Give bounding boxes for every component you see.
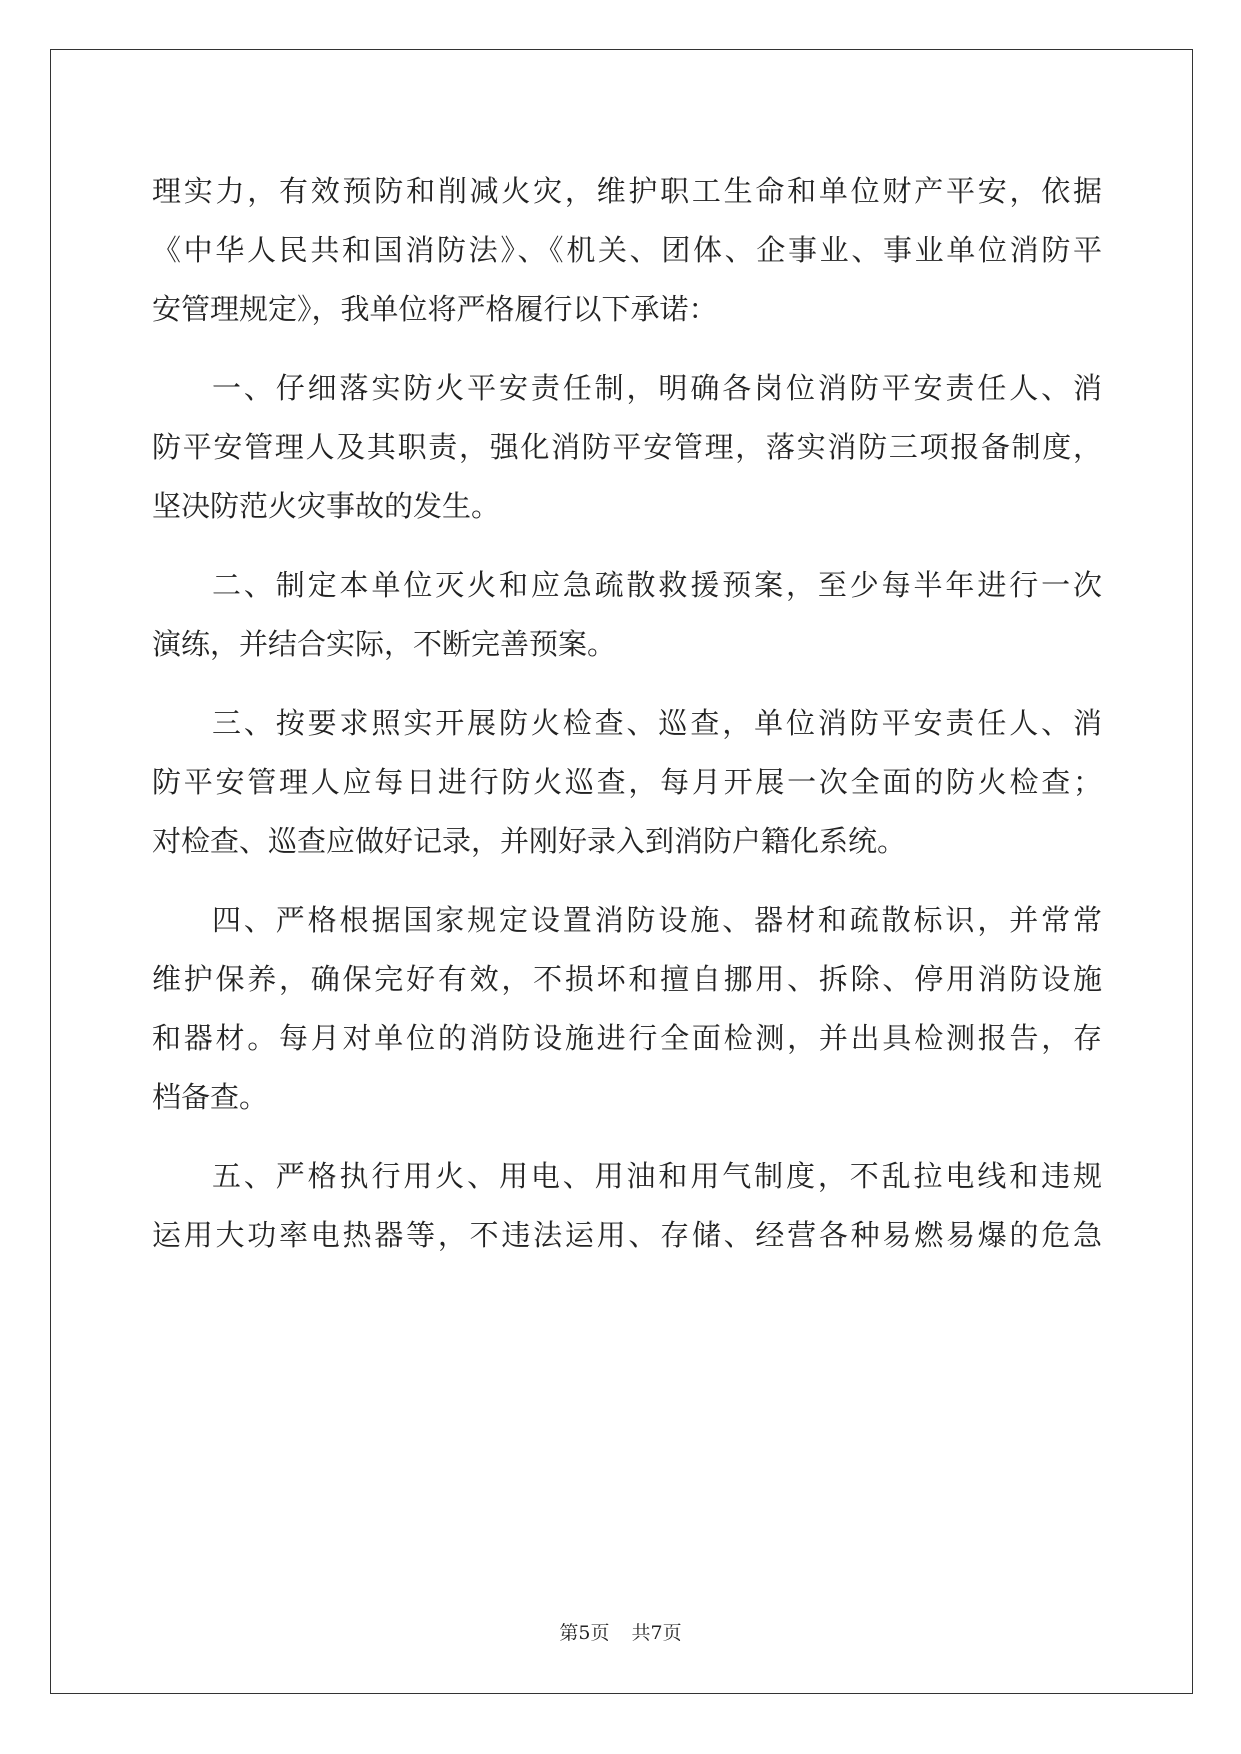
paragraph <box>152 1147 1102 1265</box>
paragraph <box>152 694 1102 871</box>
document-body <box>152 162 1102 1265</box>
paragraph <box>152 162 1102 339</box>
total-page-count: 共7页 <box>631 1622 682 1644</box>
paragraph <box>152 891 1102 1127</box>
text-line: 二、制定本单位灭火和应急疏散救援预案，至少每半年进行一次 <box>212 568 1102 602</box>
text-line: 坚决防范火灾事故的发生。 <box>152 489 501 523</box>
text-line: 对检查、巡查应做好记录，并刚好录入到消防户籍化系统。 <box>152 824 907 858</box>
text-line: 防平安管理人应每日进行防火巡查，每月开展一次全面的防火检查； <box>152 765 1102 799</box>
text-line: 《中华人民共和国消防法》、《机关、团体、企事业、事业单位消防平 <box>152 233 1102 267</box>
text-line: 一、仔细落实防火平安责任制，明确各岗位消防平安责任人、消 <box>212 371 1102 405</box>
text-line: 安管理规定》，我单位将严格履行以下承诺： <box>152 292 718 326</box>
text-line: 理实力，有效预防和削减火灾，维护职工生命和单位财产平安，依据 <box>152 174 1102 208</box>
paragraph <box>152 359 1102 536</box>
text-line: 档备查。 <box>152 1080 269 1114</box>
text-line: 演练，并结合实际，不断完善预案。 <box>152 627 617 661</box>
text-line: 三、按要求照实开展防火检查、巡查，单位消防平安责任人、消 <box>212 706 1102 740</box>
current-page-number: 第5页 <box>559 1622 610 1644</box>
text-line: 四、严格根据国家规定设置消防设施、器材和疏散标识，并常常 <box>212 903 1102 937</box>
text-line: 和器材。每月对单位的消防设施进行全面检测，并出具检测报告，存 <box>152 1021 1102 1055</box>
text-line: 五、严格执行用火、用电、用油和用气制度，不乱拉电线和违规 <box>212 1159 1102 1193</box>
paragraph <box>152 556 1102 674</box>
text-line: 运用大功率电热器等，不违法运用、存储、经营各种易燃易爆的危急 <box>152 1218 1102 1252</box>
page-footer <box>0 1618 1241 1645</box>
text-line: 维护保养，确保完好有效，不损坏和擅自挪用、拆除、停用消防设施 <box>152 962 1102 996</box>
text-line: 防平安管理人及其职责，强化消防平安管理，落实消防三项报备制度， <box>152 430 1102 464</box>
